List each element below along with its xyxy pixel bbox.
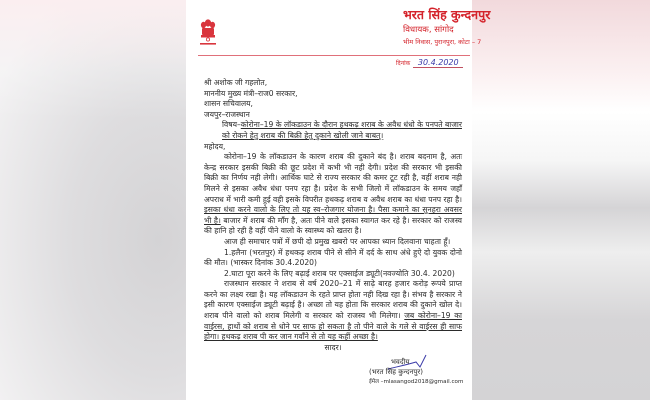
- subject-label: विषय–: [222, 120, 241, 130]
- paragraph-underlined: इसका धंधा करने वालो के लिए तो यह स्व–रोजगार योजना है। पैसा कमाने का सुनहरा अवसर भी है।: [204, 205, 462, 225]
- paragraph-text: राजस्थान सरकार ने शराब से वर्ष 2020–21 में साढ़े बारह हजार करोड़ रूपये प्राप्त करने का लक्ष्य रखा है। यह लॉकडाउन के रहते प्राप्त होता नही दिख रहा है। संभव है सरकार ने इसी कारण एक्साईज ड्यूटी बढ़ाई है। अच्छा तो यह होता कि सरकार शराब की दुकाने खोल दे। शराब पीने वालो को शराब मिलेगी व सरकार को राजस्व भी मिलेगा।: [204, 279, 462, 321]
- paragraph: [204, 279, 462, 343]
- paragraph-text: 1.हलैना (भरतपुर) में हथकढ़ शराब पीने से सीने में दर्द के साथ अंधे हुऐ दो युवक दोनो की मौत। (भास्कर दिनांक 30.4.2020): [204, 247, 462, 268]
- background-right: [472, 0, 650, 400]
- recipient-line: जयपुर–राजस्थान: [204, 109, 250, 119]
- paragraph-text: कोरोना–19 के लॉकडाउन के कारण शराब की दुकाने बंद है। शराब बदनाम है, अतः केन्द्र सरकार इसकी बिक्री की छूट प्रदेश में कभी भी नही देगी। प्रदेश की सरकार भी इसकी बिक्री का निर्णय नही लेगी। आर्थिक घाटे से राज्य सरकार की कमर टूट रही है, वहीं शराब नही मिलने से इसका अवैध धंधा पनप रहा है। प्रदेश के सभी जिलो में लॉकडाउन के समय जहाँ अपराध में भारी कमी हुई वही इसके विपरीत हथकढ़ शराब व अवैध शराब का धंधा पनप रहा है।: [204, 152, 462, 204]
- salutation: महोदय,: [204, 141, 226, 151]
- letterhead-title: विधायक, सांगोद: [403, 25, 454, 35]
- paragraph-text: आज ही समाचार पत्रों में छपी दो प्रमुख खबरो पर आपका ध्यान दिलवाना चाहता हूँ।: [224, 236, 451, 246]
- letterhead-address: भीम निवास, पुरानपुरा, कोटा – 7: [403, 38, 482, 46]
- letterhead-divider: [198, 55, 470, 56]
- subject-text: कोरोना–19 के लॉकडाउन के दौरान हथकढ़ शराब के अवैध धंधो के पनपते बाजार को रोकने हेतु शराब की बिक्री हेतु दुकाने खोली जाने बाबत्।: [222, 120, 462, 140]
- letter-body: [204, 78, 462, 353]
- news-item: [204, 248, 462, 269]
- date-label: दिनांक: [396, 60, 411, 67]
- paragraph: [204, 152, 462, 237]
- news-item: [204, 269, 462, 280]
- paragraph-text: 2.घाटा पूरा करने के लिए बढ़ाई शराब पर एक्साईज ड्यूटी(नवज्योति 30.4. 2020): [224, 268, 455, 278]
- paragraph: [204, 237, 462, 248]
- recipient-line: माननीय मुख्य मंत्री–राज0 सरकार,: [204, 88, 298, 98]
- signoff-label: भवदीय: [391, 358, 410, 366]
- national-emblem-icon: [198, 18, 218, 48]
- recipient-line: शासन सचिवालय,: [204, 99, 253, 109]
- signatory-email: ईमेल –mlasangod2018@gmail.com: [369, 379, 464, 385]
- date-value: 30.4.2020: [413, 58, 463, 68]
- date-row: [396, 58, 463, 68]
- letterhead-name: भरत सिंह कुन्दनपुर: [403, 7, 491, 22]
- subject: [222, 120, 462, 141]
- paragraph-underlined: जब कोरोना–19 का वाईरस, हाथों को शराब से धोने पर साफ हो सकता है तो पीने वाले के गले से वाईरस ही साफ होगा। हथकढ़ शराब पी कर जान गवाँने से तो यह कहीं अच्छा है।: [204, 311, 462, 342]
- paragraph-text: बाजार में शराब की माँग है, अतः पीने वाले इसका स्वागत कर रहे है। सरकार को राजस्व की हानि हो रही है वहीं पीने वालो के स्वास्थ्य को खतरा है।: [204, 215, 462, 236]
- signatory-name: (भरत सिंह कुन्दनपुर): [369, 368, 423, 376]
- signature-block: [369, 357, 469, 387]
- closing: सादर।: [324, 342, 342, 352]
- letter-page: [186, 0, 491, 400]
- background-left: [0, 0, 186, 400]
- recipient-line: श्री अशोक जी गहलोत,: [204, 78, 268, 87]
